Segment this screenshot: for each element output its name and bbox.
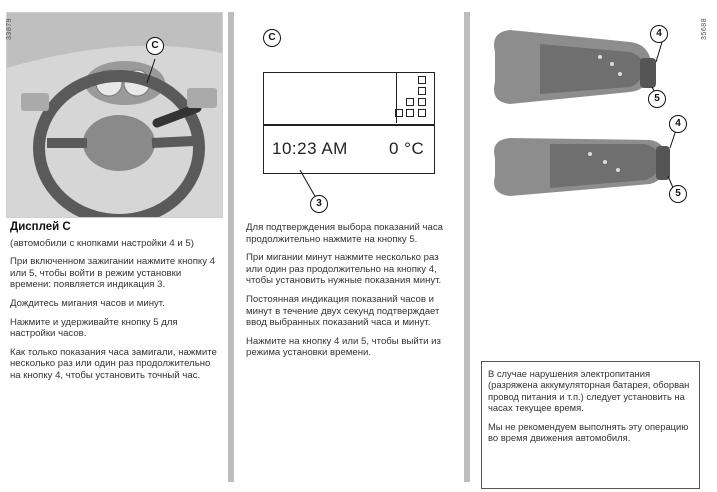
left-paragraph-5: Как только показания часа замигали, нажмите несколько раз или один раз продолжительно на кнопку 4, чтобы установить точный час. <box>10 346 217 381</box>
left-text-column <box>10 222 220 389</box>
callout-5-bottom: 5 <box>669 185 687 203</box>
display-time: 10:23 AM <box>272 139 348 158</box>
callout-c-left: C <box>146 37 164 55</box>
stalk-photo-top <box>480 12 700 118</box>
notice-paragraph-2: Мы не рекомендуем выполнять эту операцию во время движения автомобиля. <box>488 420 689 444</box>
left-paragraph-2: При включенном зажигании нажмите кнопку 4 или 5, чтобы войти в режим установки времени: появляется индикация 3. <box>10 256 216 291</box>
notice-paragraph-1: В случае нарушения электропитания (разряжена аккумуляторная батарея, оборван провод питания и т.п.) следует установить на часах текущее время. <box>488 368 690 414</box>
indicator-square <box>406 109 414 117</box>
display-temperature: 0 °C <box>389 139 425 158</box>
column-divider-2 <box>464 12 470 482</box>
indicator-square <box>418 98 426 106</box>
middle-paragraph-3: Постоянная индикация показаний часов и минут в течение двух секунд подтверждает ввод выбранных показаний часа и минут. <box>246 293 440 329</box>
image-code-right: 35688 <box>701 18 708 40</box>
dashboard-illustration <box>7 13 222 217</box>
middle-paragraph-4: Нажмите на кнопку 4 или 5, чтобы выйти из режима установки времени. <box>246 335 441 359</box>
callout-4-top: 4 <box>650 25 668 43</box>
indicator-square <box>395 109 403 117</box>
stalk-illustration-bottom <box>480 118 700 208</box>
callout-3: 3 <box>310 195 328 213</box>
image-code-left: 33879 <box>6 18 13 40</box>
stalk-photo-bottom <box>480 118 700 208</box>
middle-paragraph-2: При мигании минут нажмите несколько раз или один раз продолжительно на кнопку 4, чтобы установить нужные показания минут. <box>246 252 442 287</box>
clock-display <box>263 72 435 174</box>
indicator-square <box>418 109 426 117</box>
middle-text-column <box>246 222 456 366</box>
callout-4-bottom: 4 <box>669 115 687 133</box>
indicator-square <box>406 98 414 106</box>
display-divider <box>264 124 434 126</box>
stalk-illustration-top <box>480 12 700 118</box>
column-divider-1 <box>228 12 234 482</box>
indicator-square <box>418 76 426 84</box>
callout-5-top: 5 <box>648 90 666 108</box>
section-heading: Дисплей C <box>10 221 71 233</box>
notice-box <box>481 361 700 489</box>
dashboard-photo <box>6 12 223 218</box>
indicator-square <box>418 87 426 95</box>
indicator-panel <box>396 73 433 123</box>
left-paragraph-3: Дождитесь мигания часов и минут. <box>10 297 165 309</box>
callout-c-middle: C <box>263 29 281 47</box>
left-paragraph-4: Нажмите и удерживайте кнопку 5 для настройки часов. <box>10 316 178 340</box>
middle-paragraph-1: Для подтверждения выбора показаний часа продолжительно нажмите на кнопку 5. <box>246 222 444 245</box>
left-paragraph-1: (автомобили с кнопками настройки 4 и 5) <box>10 237 194 249</box>
